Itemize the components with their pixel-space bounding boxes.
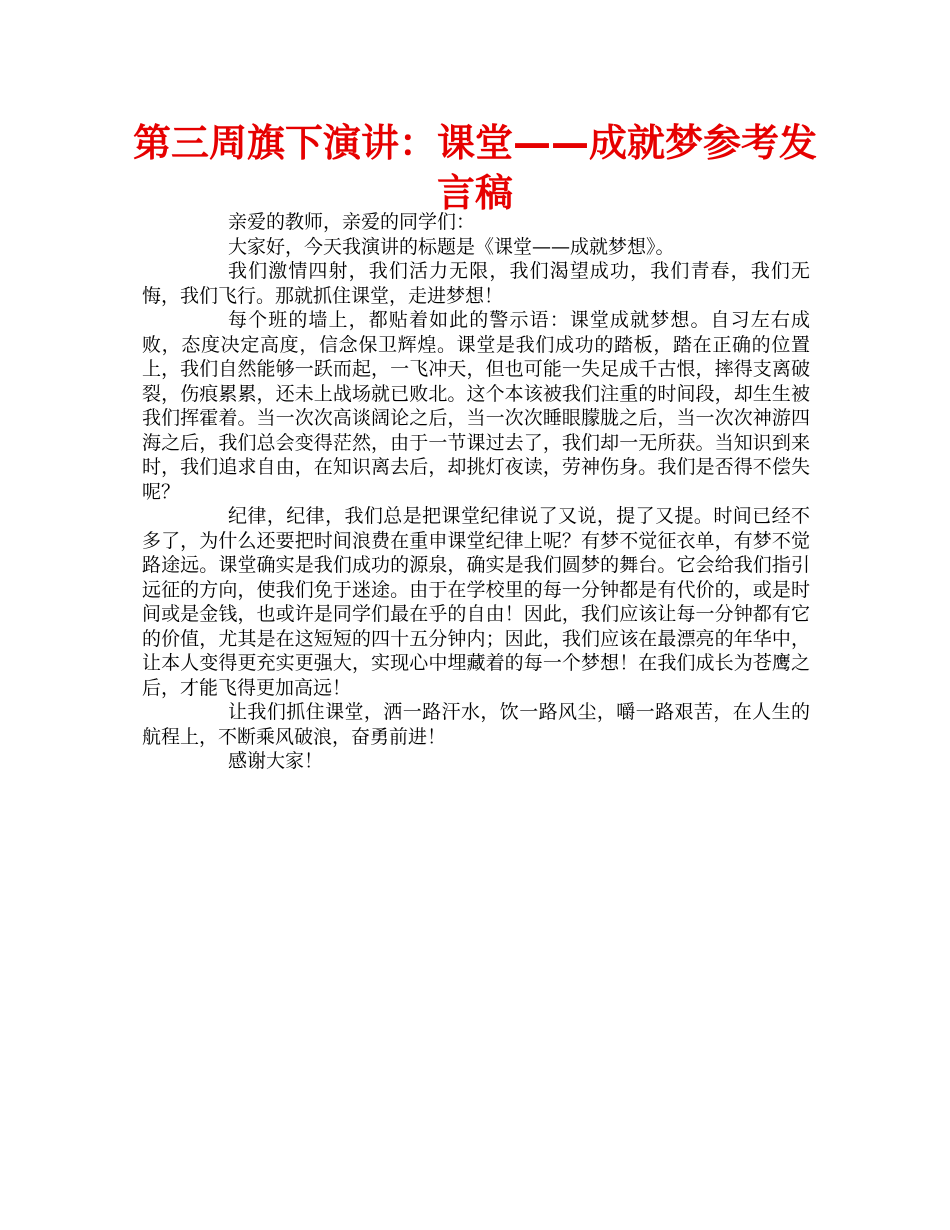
document-title: 第三周旗下演讲：课堂——成就梦参考发言稿 [132,121,817,215]
document-body [142,210,810,774]
paragraph-call-to-action: 让我们抓住课堂，洒一路汗水，饮一路风尘，嚼一路艰苦，在人生的航程上，不断乘风破浪，奋勇前进！ [142,701,810,748]
paragraph-classroom-motto: 每个班的墙上，都贴着如此的警示语：课堂成就梦想。自习左右成败，态度决定高度，信念保卫辉煌。课堂是我们成功的踏板，踏在正确的位置上，我们自然能够一跃而起，一飞冲天，但也可能一失足成千古恨，摔得支离破裂，伤痕累累，还未上战场就已败北。这个本该被我们注重的时间段，却生生被我们挥霍着。当一次次高谈阔论之后，当一次次睡眼朦胧之后，当一次次神游四海之后，我们总会变得茫然，由于一节课过去了，我们却一无所获。当知识到来时，我们追求自由，在知识离去后，却挑灯夜读，劳神伤身。我们是否得不偿失呢？ [142,309,810,503]
paragraph-discipline: 纪律，纪律，我们总是把课堂纪律说了又说，提了又提。时间已经不多了，为什么还要把时间浪费在重申课堂纪律上呢？有梦不觉征衣单，有梦不觉路途远。课堂确实是我们成功的源泉，确实是我们圆梦的舞台。它会给我们指引远征的方向，使我们免于迷途。由于在学校里的每一分钟都是有代价的，或是时间或是金钱，也或许是同学们最在乎的自由！因此，我们应该让每一分钟都有它的价值，尤其是在这短短的四十五分钟内；因此，我们应该在最漂亮的年华中，让本人变得更充实更强大，实现心中埋藏着的每一个梦想！在我们成长为苍鹰之后，才能飞得更加高远！ [142,505,810,699]
paragraph-greeting: 大家好，今天我演讲的标题是《课堂——成就梦想》。 [228,235,675,258]
paragraph-intro: 我们激情四射，我们活力无限，我们渴望成功，我们青春，我们无悔，我们飞行。那就抓住课堂，走进梦想！ [142,260,810,307]
paragraph-thanks: 感谢大家！ [228,750,324,772]
paragraph-salutation: 亲爱的教师，亲爱的同学们： [228,211,476,233]
